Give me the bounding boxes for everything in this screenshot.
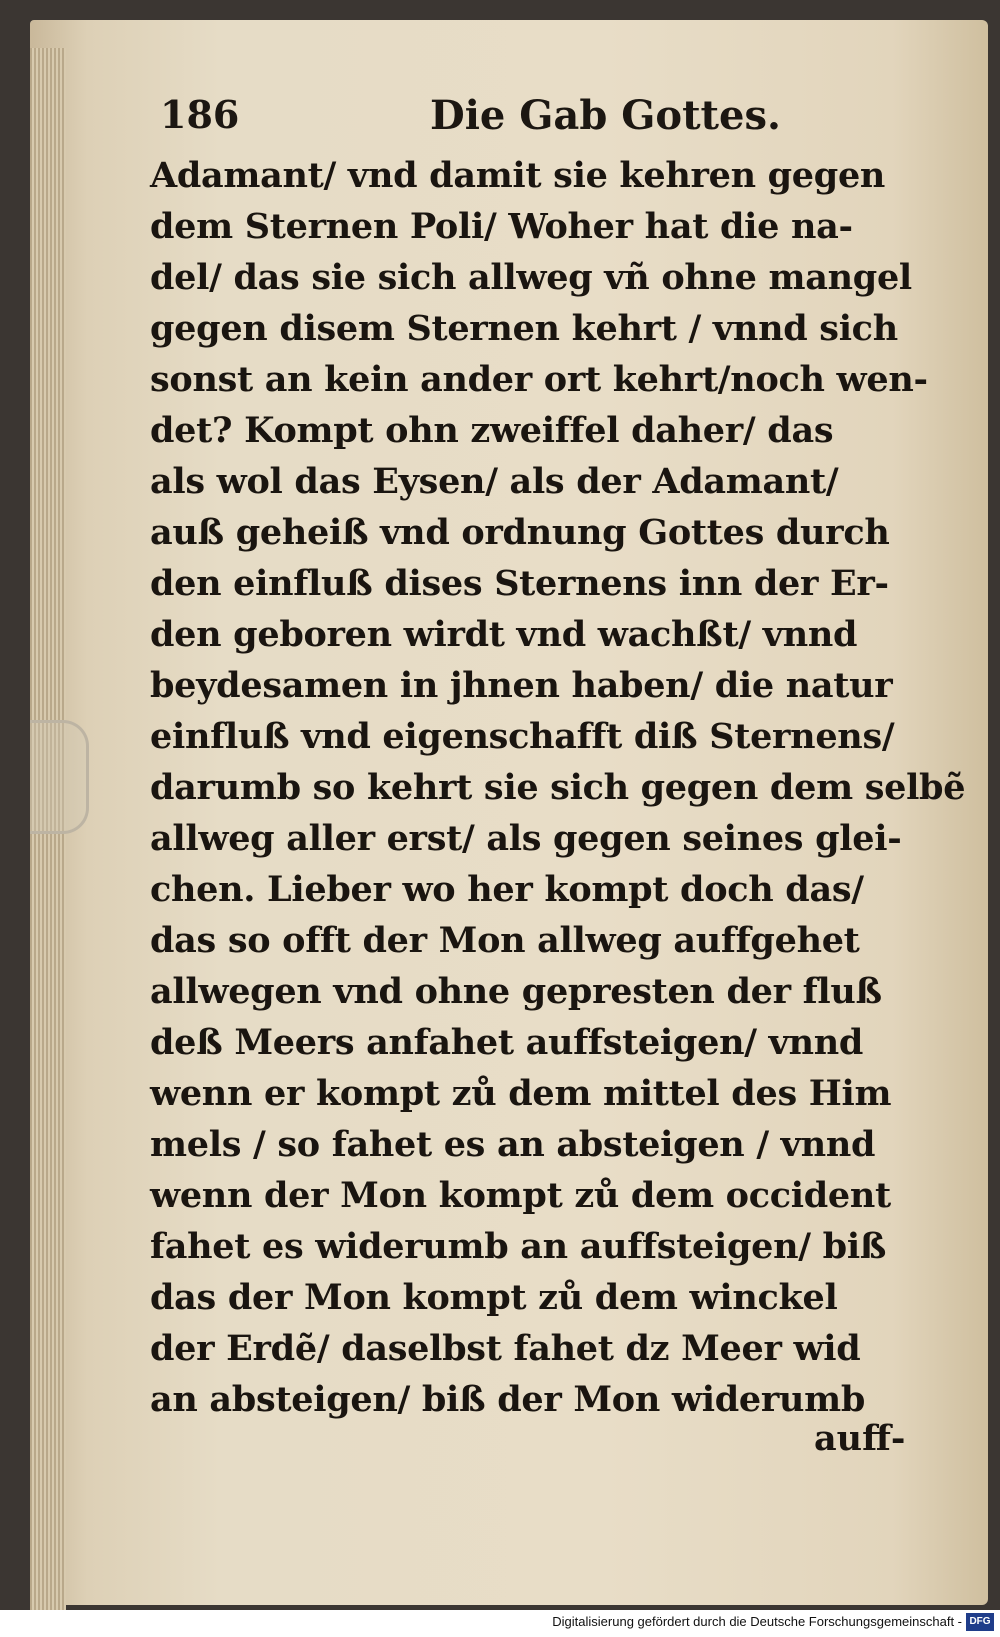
footer-bar	[0, 1610, 1000, 1637]
text-line: Adamant/ vnd damit sie kehren gegen	[150, 155, 886, 196]
text-line: den einfluß dises Sternens inn der Er-	[150, 563, 889, 604]
funding-credit: Digitalisierung gefördert durch die Deutsche Forschungsgemeinschaft -	[552, 1614, 962, 1629]
text-line: chen. Lieber wo her kompt doch das/	[150, 869, 864, 910]
text-line: beydesamen in jhnen haben/ die natur	[150, 665, 893, 706]
page-number: 186	[160, 92, 240, 137]
text-line: das so offt der Mon allweg auffgehet	[150, 920, 860, 961]
text-line: an absteigen/ biß der Mon widerumb	[150, 1379, 866, 1420]
text-line: auß geheiß vnd ordnung Gottes durch	[150, 512, 890, 553]
text-line: wenn der Mon kompt zů dem occident	[150, 1175, 891, 1216]
page-header	[160, 92, 940, 152]
text-line: allweg aller erst/ als gegen seines glei-	[150, 818, 902, 859]
catchword: auff-	[814, 1418, 906, 1459]
text-line: wenn er kompt zů dem mittel des Him	[150, 1073, 892, 1114]
text-line: det? Kompt ohn zweiffel daher/ das	[150, 410, 834, 451]
text-line: del/ das sie sich allweg vñ ohne mangel	[150, 257, 912, 298]
body-text	[150, 150, 966, 1425]
text-line: deß Meers anfahet auffsteigen/ vnnd	[150, 1022, 864, 1063]
text-line: gegen disem Sternen kehrt / vnnd sich	[150, 308, 898, 349]
text-line: den geboren wirdt vnd wachßt/ vnnd	[150, 614, 858, 655]
text-line: fahet es widerumb an auffsteigen/ biß	[150, 1226, 887, 1267]
text-line: darumb so kehrt sie sich gegen dem selbẽ	[150, 767, 966, 808]
running-title: Die Gab Gottes.	[430, 92, 781, 139]
text-line: der Erdẽ/ daselbst fahet dz Meer wid	[150, 1328, 861, 1369]
dfg-logo-icon: DFG	[966, 1613, 994, 1631]
text-line: sonst an kein ander ort kehrt/noch wen-	[150, 359, 928, 400]
text-line: allwegen vnd ohne gepresten der fluß	[150, 971, 882, 1012]
text-line: als wol das Eysen/ als der Adamant/	[150, 461, 839, 502]
page-clip	[30, 720, 89, 834]
text-line: mels / so fahet es an absteigen / vnnd	[150, 1124, 876, 1165]
text-line: das der Mon kompt zů dem winckel	[150, 1277, 838, 1318]
book-page	[30, 20, 988, 1605]
text-line: dem Sternen Poli/ Woher hat die na-	[150, 206, 853, 247]
text-line: einfluß vnd eigenschafft diß Sternens/	[150, 716, 895, 757]
